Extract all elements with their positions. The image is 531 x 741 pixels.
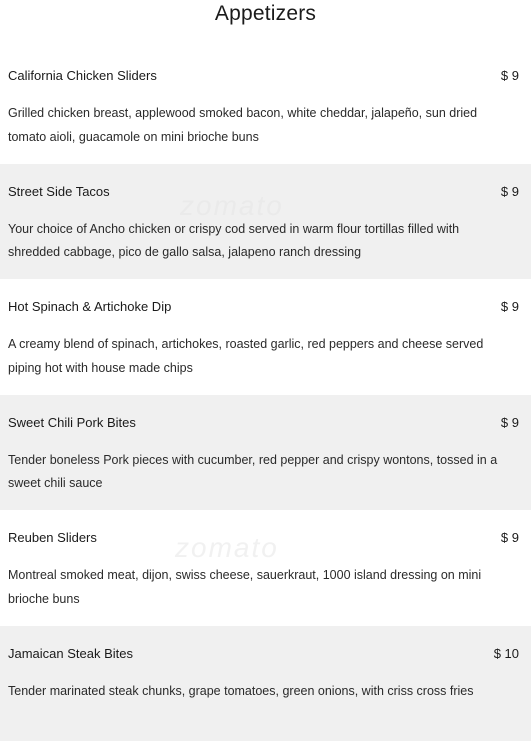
watermark: zomato <box>175 532 279 564</box>
item-description: A creamy blend of spinach, artichokes, roasted garlic, red peppers and cheese served piping hot with house made chips <box>8 333 508 380</box>
item-price: $ 9 <box>501 68 519 83</box>
item-price: $ 9 <box>501 184 519 199</box>
menu-list <box>0 48 531 741</box>
menu-item <box>0 48 531 164</box>
item-name: Reuben Sliders <box>8 530 97 545</box>
menu-item <box>0 510 531 626</box>
menu-item <box>0 164 531 280</box>
menu-item <box>0 626 531 741</box>
item-name: Hot Spinach & Artichoke Dip <box>8 299 171 314</box>
item-description: Montreal smoked meat, dijon, swiss cheese, sauerkraut, 1000 island dressing on mini brioche buns <box>8 564 508 611</box>
item-price: $ 10 <box>494 646 519 661</box>
item-name: California Chicken Sliders <box>8 68 157 83</box>
watermark: zomato <box>180 190 284 222</box>
item-price: $ 9 <box>501 415 519 430</box>
item-name: Street Side Tacos <box>8 184 110 199</box>
item-description: Your choice of Ancho chicken or crispy cod served in warm flour tortillas filled with shredded cabbage, pico de gallo salsa, jalapeno ranch dressing <box>8 218 508 265</box>
item-description: Tender boneless Pork pieces with cucumber, red pepper and crispy wontons, tossed in a sweet chili sauce <box>8 449 508 496</box>
item-price: $ 9 <box>501 530 519 545</box>
item-price: $ 9 <box>501 299 519 314</box>
item-description: Tender marinated steak chunks, grape tomatoes, green onions, with criss cross fries <box>8 680 508 704</box>
item-name: Sweet Chili Pork Bites <box>8 415 136 430</box>
page-title: Appetizers <box>0 0 531 30</box>
menu-item <box>0 395 531 511</box>
item-name: Jamaican Steak Bites <box>8 646 133 661</box>
item-description: Grilled chicken breast, applewood smoked bacon, white cheddar, jalapeño, sun dried tomato aioli, guacamole on mini brioche buns <box>8 102 508 149</box>
menu-item <box>0 279 531 395</box>
